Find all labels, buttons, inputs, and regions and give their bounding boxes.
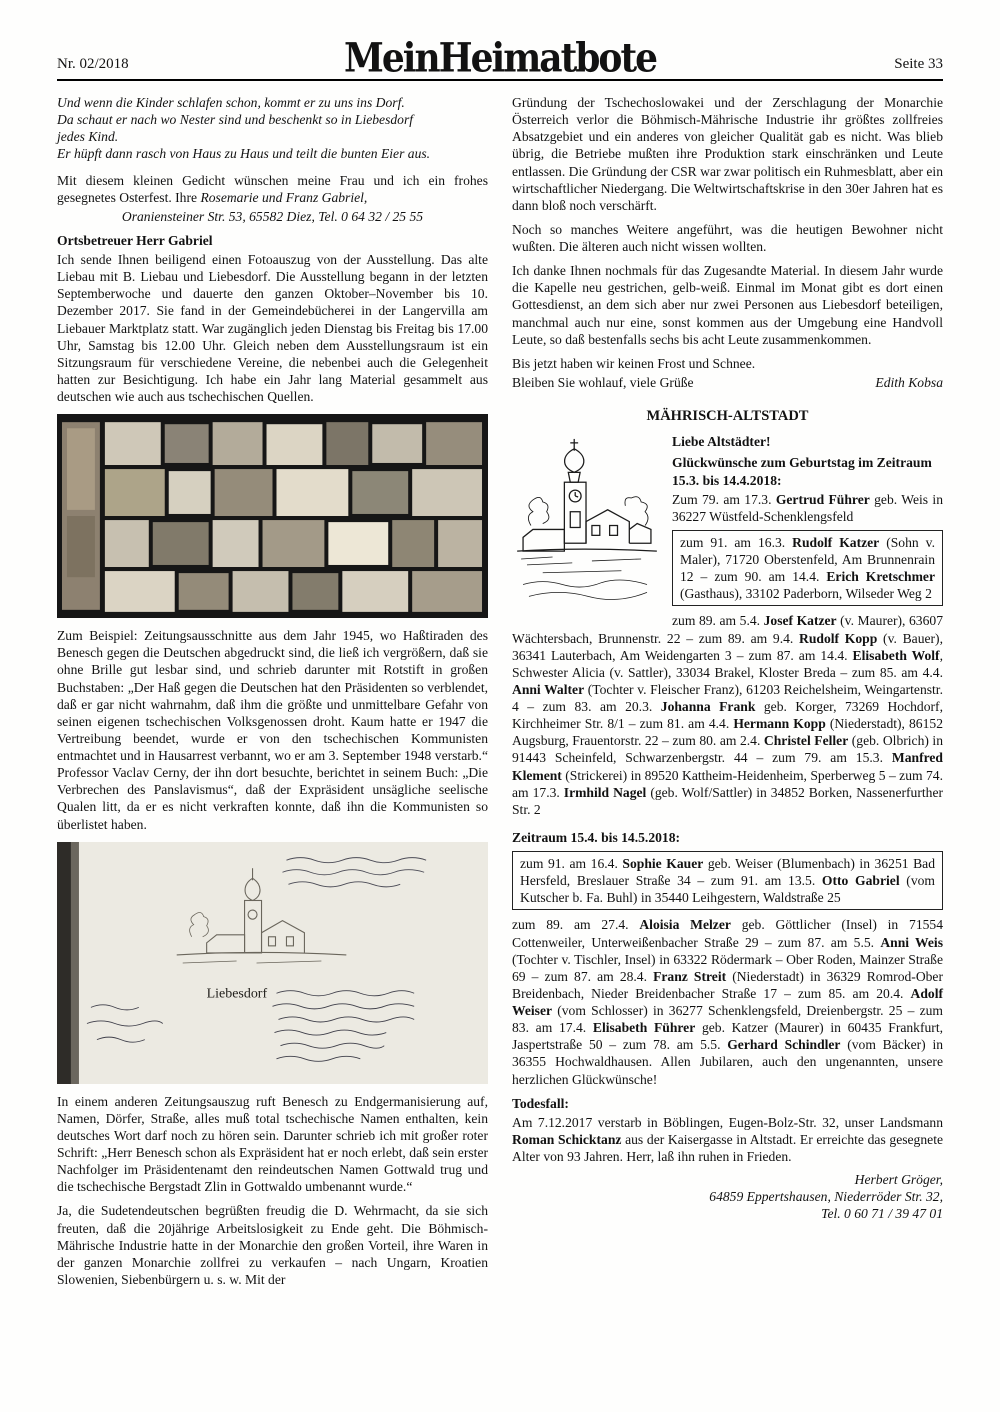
church-sketch-image [512, 435, 662, 617]
exhibition-photo-collage-image [57, 414, 488, 618]
death-text: Am 7.12.2017 verstarb in Böblingen, Eugen-Bolz-Str. 32, unser Landsmann Roman Schicktanz aus der Kaisergasse in Altstadt. Er erreichte das gesegnete Alter von 93 Jahren. Herr, laß ihn ruhen in Frieden. [512, 1114, 943, 1165]
birthday-list1: zum 89. am 5.4. Josef Katzer (v. Maurer), 63607 Wächtersbach, Brunnenstr. 22 – zum 89. am 9.4. Rudolf Kopp (v. Bauer), 36341 Lauterbach, Am Weidengarten 3 – zum 87. am 14.4. Elisabeth Wolf, Schwester Alicia (v. Sattler), 33034 Brakel, Kloster Breda – zum 85. am 4.4. Anni Walter (Tochter v. Fleischer Franz), 61203 Reichelsheim, Weingartenstr. 4 – zum 83. am 20.3. Johanna Frank geb. Korger, 73269 Hochdorf, Kirchheimer Str. 8/1 – zum 81. am 4.4. Hermann Kopp (Niederstadt), 86152 Augsburg, Frauentorstr. 22 – zum 80. am 2.4. Christel Feller (geb. Olbrich) in 91443 Scheinfeld, Schwarzenbergstr. 44 – zum 79. am 15.3. Manfred Klement (Strickerei) in 89520 Kattheim-Heidenheim, Sperberweg 5 – zum 74. am 17.3. Irmhild Nagel (geb. Wolf/Sattler) in 34852 Borken, Nassenerfurther Str. 2 [512, 613, 944, 817]
frost-text: Bis jetzt haben wir keinen Frost und Schnee. [512, 355, 756, 371]
closing-signature: Edith Kobsa [875, 374, 943, 390]
sketch-caption: Liebesdorf [206, 984, 268, 1001]
weitere-text: Noch so manches Weitere angeführt, was die heutigen Bewohner nicht wußten. Die älteren auch nicht wissen wollten. [512, 221, 943, 254]
poem-line: jedes Kind. [57, 129, 119, 145]
death-heading: Todesfall: [512, 1095, 569, 1111]
poem-line: Und wenn die Kinder schlafen schon, kommt er zu uns ins Dorf. [57, 95, 405, 110]
birthday-box1: zum 91. am 16.3. Rudolf Katzer (Sohn v. Maler), 71720 Oberstenfeld, Am Brunnenrain 12 – zum 90. am 14.4. Erich Kretschmer (Gasthaus), 33102 Paderborn, Wilseder Weg 2 [672, 530, 943, 607]
signature-line: 64859 Eppertshausen, Niederröder Str. 32, [709, 1189, 943, 1205]
article-columns [57, 94, 943, 1295]
signature-line: Herbert Gröger, [854, 1172, 943, 1188]
danke-text: Ich danke Ihnen nochmals für das Zugesandte Material. In diesem Jahr wurde die Kapelle neu gestrichen, gelb-weiß. Einmal im Monat gibt es dort einen Gottesdienst, an dem sich aber nur zwei Personen aus Liebesdorf beteiligen, manchmal auch nur eine, sonst kommen aus der Umgebung eine Handvoll Leute, so daß bestenfalls sechs bis acht Leute zusammenkommen. [512, 263, 943, 347]
easter-greeting: Mit diesem kleinen Gedicht wünschen meine Frau und ich ein frohes gesegnetes Osterfest. Ihre Rosemarie und Franz Gabriel, [57, 172, 488, 205]
birthday-box2: zum 91. am 16.4. Sophie Kauer geb. Weiser (Blumenbach) in 36251 Bad Hersfeld, Breslauer Straße 34 – zum 91. am 13.5. Otto Gabriel (vom Kutscher b. Fa. Buhl) in 35440 Leihgestern, Waldstraße 25 [512, 851, 943, 910]
closing-text: Bleiben Sie wohlauf, viele Grüße [512, 374, 694, 390]
easter-address: Oraniensteiner Str. 53, 65582 Diez, Tel. 0 64 32 / 25 55 [121, 208, 424, 224]
after-photo-text: Zum Beispiel: Zeitungsausschnitte aus dem Jahr 1945, wo Haßtiraden des Benesch gegen die Deutschen abgedruckt sind, die ließ ich vergrößern, daß sie ohne Brille gut lesbar sind, und schrieb darunter mit Rotstift in großen Buchstaben: „Der Haß gegen die Deutschen hat den Präsidenten so verblendet, daß er gar nicht wahrnahm, daß ihm die größte und unmittelbare Gefahr von seinen eigenen tschechischen Volksgenossen droht. Kaum hatte er 1947 die Vertreibung beendet, wurde er von den tschechischen Kommunisten entmachtet und in Hausarrest verbannt, wo er am 3. September 1948 verstarb.“ Professor Vaclav Cerny, der ihn dort besuchte, berichtet in seinem Buch: „Die Verbrechen des Panslavismus“, daß der Expräsident unsägliche seelische Qualen litt, da er es nicht verkraften konnte, daß ihn die Kommunisten so überlistet haben. [57, 628, 488, 832]
birthday-intro: Zum 79. am 17.3. Gertrud Führer geb. Weis in 36227 Wüstfeld-Schenklengsfeld [672, 491, 943, 524]
gabriel-text: Ich sende Ihnen beiligend einen Fotoauszug von der Ausstellung. Das alte Liebau mit B. Liebau und Liebesdorf. Die Ausstellung begann in der letzten Septemberwoche und dauerte den ganzen Oktober–November bis 10. Dezember 2017. Sie fand in der Gemeindebücherei in der Langervilla am Liebauer Marktplatz statt. War zugänglich jeden Dienstag bis Freitag bis 17.00 Uhr, Samstag bis 12.00 Uhr. Gleich neben dem Ausstellungsraum ist ein Sitzungsraum für verschiedene Vereine, die nebenbei auch die Gelegenheit hatten zur Besichtigung. Ich habe ein Jahr lang Material gesammelt aus deutschen wie auch aus tschechischen Quellen. [57, 252, 488, 404]
issue-number: Nr. 02/2018 [57, 56, 129, 72]
monarchie-text: Gründung der Tschechoslowakei und der Zerschlagung der Monarchie Österreich verlor die Böhmisch-Mährische Industrie ihr größtes zollfreies Absatzgebiet und ein anderes von gleicher Qualität gab es nicht. Was blieb übrig, die Betriebe mußten ihre Produktion stark einschränken und Leute entlassen. Die Gründung der CSR war zwar politisch ein Ruhmesblatt, aber ein wirtschaftlicher Niedergang. Die Weltwirtschaftskrise in den 30er Jahren hat es dann bloß noch verschärft. [512, 95, 943, 213]
poem-line: Da schaut er nach wo Nester sind und beschenkt so in Liebesdorf [57, 112, 414, 128]
right-column [512, 94, 943, 1295]
left-column [57, 94, 488, 1295]
closing-row [512, 374, 943, 391]
groeger-signature [512, 1171, 943, 1222]
liebesdorf-sketch [57, 842, 488, 1084]
birthday-list2: zum 89. am 27.4. Aloisia Melzer geb. Göttlicher (Insel) in 71554 Cottenweiler, Unterweißenbacher Straße 29 – zum 87. am 5.5. Anni Weis (Tochter v. Tischler, Insel) in 63322 Rödermark – Ober Roden, Mainzer Straße 69 – zum 87. am 28.4. Franz Streit (Niederstadt) in 36329 Romrod-Ober Breidenbach, Nieder Breidenbacher Straße 17 – zum 85. am 20.4. Adolf Weiser (vom Schlosser) in 36277 Schenklengsfeld, Dreienbergstr. 25 – zum 83. am 17.4. Elisabeth Führer geb. Katzer (Maurer) in 60435 Frankfurt, Jaspertstraße 50 – zum 78. am 5.5. Gerhard Schindler (vom Bäcker) in 36355 Hochwaldhausen. Allen Jubilaren, auch den ungenannten, unsere herzlichen Glückwünsche! [512, 917, 944, 1087]
gabriel-heading: Ortsbetreuer Herr Gabriel [57, 232, 213, 248]
page-number: Seite 33 [894, 56, 943, 72]
birthday-period2-heading: Zeitraum 15.4. bis 14.5.2018: [512, 829, 681, 845]
page-header [57, 34, 943, 82]
birthday-period1-heading: Glückwünsche zum Geburtstag im Zeitraum 15.3. bis 14.4.2018: [672, 455, 932, 488]
altstadt-heading: MÄHRISCH-ALTSTADT [646, 408, 809, 424]
signature-line: Tel. 0 60 71 / 39 47 01 [821, 1206, 943, 1222]
masthead-title: MeinHeimatbote [344, 34, 656, 82]
exhibition-photo-collage [57, 414, 488, 618]
easter-poem [57, 94, 488, 163]
altstadt-salutation: Liebe Altstädter! [672, 434, 771, 450]
wehrmacht-text: Ja, die Sudetendeutschen begrüßten freudig die D. Wehrmacht, da sie sich freuten, daß die 20jährige Arbeitslosigkeit zu Ende geht. Die Böhmisch-Mährische Industrie hatte in der Monarchie den großen Vorteil, ihre Waren in der ganzen Monarchie zollfrei zu verkaufen – nach Ungarn, Kroatien Slowenien, Siebenbürgern u. s. w. Mit der [57, 1203, 488, 1287]
altstadt-birthday-section [512, 433, 943, 825]
germanisierung-text: In einem anderen Zeitungsauszug ruft Benesch zu Endgermanisierung auf, Namen, Dörfer, Straße, alles muß total tschechische Namen enthalten, kein deutsches Wort darf noch zu hören sein. Darunter schrieb ich mit großer roter Schrift: „Herr Benesch schon als Expräsident hat er noch erlebt, daß sein erster Nachfolger im Präsidentenamt den reindeutschen Namen Gottwald trug und die tschechische Bergstadt Zlin in Gottwaldo umbenannt wurde.“ [57, 1093, 488, 1195]
poem-line: Er hüpft dann rasch von Haus zu Haus und teilt die bunten Eier aus. [57, 146, 431, 162]
liebesdorf-sketch-image [57, 842, 488, 1084]
